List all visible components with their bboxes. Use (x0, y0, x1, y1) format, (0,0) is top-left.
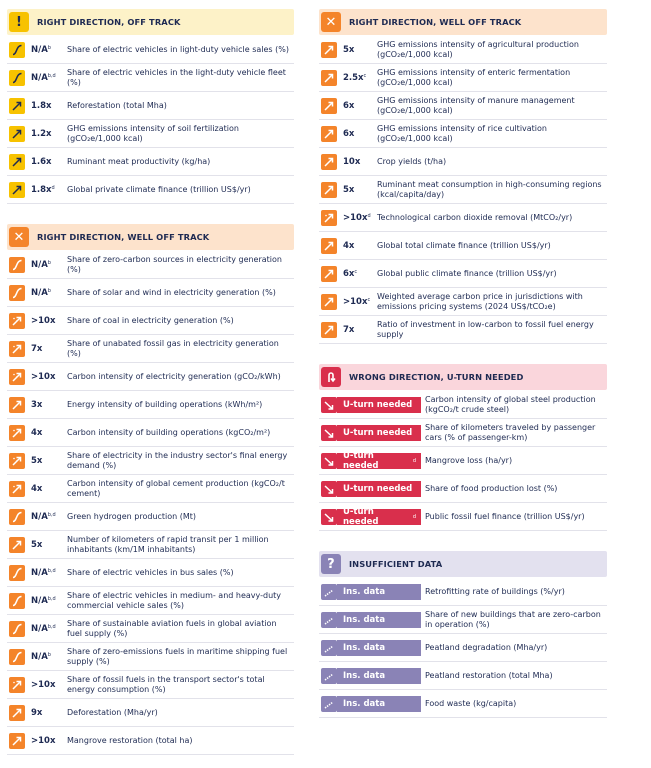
table-row (319, 120, 607, 148)
indicator-label: Public fossil fuel finance (trillion US$/yr) (425, 511, 585, 521)
table-row (7, 643, 294, 671)
table-row (7, 176, 294, 204)
footnote-marker: c (354, 268, 358, 275)
indicator-label: Share of electric vehicles in bus sales (%) (67, 567, 234, 577)
footnote-marker: b,d (47, 567, 56, 574)
section-right-direction-well-off-track-continued (319, 9, 607, 344)
indicator-label: Carbon intensity of electricity generation (gCO₂/kWh) (67, 371, 281, 381)
table-row (7, 503, 294, 531)
trend-up-arrow-icon (321, 266, 337, 282)
table-row (7, 363, 294, 391)
dashed-trend-icon (321, 612, 337, 628)
trend-up-arrow-icon (9, 154, 25, 170)
trend-up-arrow-icon (9, 397, 25, 413)
indicator-value: 7x (31, 343, 43, 354)
table-row (319, 419, 607, 447)
indicator-value: 7x (343, 324, 355, 335)
indicator-label: Number of kilometers of rapid transit per 1 million inhabitants (km/1M inhabitants) (67, 535, 269, 554)
trend-up-arrow-icon (321, 42, 337, 58)
section-title: RIGHT DIRECTION, WELL OFF TRACK (37, 232, 210, 242)
table-row (319, 36, 607, 64)
table-row (7, 419, 294, 447)
section-insufficient-data (319, 551, 607, 718)
indicator-label: Reforestation (total Mha) (67, 100, 167, 110)
indicator-label: Share of unabated fossil gas in electricity generation (%) (67, 339, 279, 358)
table-row (319, 503, 607, 531)
table-row (7, 148, 294, 176)
indicator-label: Share of new buildings that are zero-carbon in operation (%) (425, 610, 601, 629)
indicator-value: >10x (31, 371, 56, 382)
indicator-value: 6x (343, 100, 355, 111)
indicator-label: Share of sustainable aviation fuels in global aviation fuel supply (%) (67, 619, 277, 638)
exclamation-icon: ! (9, 12, 29, 32)
status-badge: Ins. data (337, 668, 421, 684)
section-header (7, 224, 294, 250)
indicator-list (7, 36, 294, 204)
trend-down-arrow-icon (321, 509, 337, 525)
indicator-value: 4x (343, 240, 355, 251)
table-row (7, 335, 294, 363)
indicator-label: GHG emissions intensity of rice cultivation (gCO₂e/1,000 kcal) (377, 124, 547, 143)
indicator-label: Carbon intensity of building operations (kgCO₂/m²) (67, 427, 271, 437)
indicator-value: 5x (31, 539, 43, 550)
status-badge: Ins. data (337, 584, 421, 600)
footnote-marker: d (412, 457, 416, 464)
indicator-value: $N/A^b$ (31, 287, 51, 298)
table-row (7, 615, 294, 643)
table-row (319, 92, 607, 120)
trend-dotted-arrow-icon (9, 453, 25, 469)
indicator-value: $N/A^{b,d}$ (31, 511, 56, 522)
table-row (7, 64, 294, 92)
table-row (319, 176, 607, 204)
footnote-marker: b (47, 651, 51, 658)
indicator-value: $N/A^b$ (31, 651, 51, 662)
indicator-value: 1.2x (31, 128, 52, 139)
table-row (319, 64, 607, 92)
table-row (319, 475, 607, 503)
indicator-value: $N/A^{b,d}$ (31, 623, 56, 634)
indicator-value: 3x (31, 399, 43, 410)
trend-down-arrow-icon (321, 425, 337, 441)
trend-up-arrow-icon (321, 182, 337, 198)
indicator-value: 4x (31, 427, 43, 438)
section-title: RIGHT DIRECTION, OFF TRACK (37, 17, 181, 27)
footnote-marker: b,d (47, 511, 56, 518)
indicator-label: Green hydrogen production (Mt) (67, 511, 197, 521)
indicator-value: >10x (31, 735, 56, 746)
trend-up-arrow-icon (9, 537, 25, 553)
dashed-trend-icon (321, 584, 337, 600)
indicator-label: Share of electricity in the industry sector's final energy demand (%) (67, 451, 288, 470)
indicator-value: $>10x^d$ (343, 212, 371, 223)
indicator-label: GHG emissions intensity of agricultural production (gCO₂e/1,000 kcal) (377, 40, 579, 59)
trend-dotted-arrow-icon (9, 341, 25, 357)
indicator-list (7, 251, 294, 755)
section-header (319, 9, 607, 35)
status-badge: Ins. data (337, 696, 421, 712)
section-header (319, 364, 607, 390)
indicator-value: $N/A^b$ (31, 44, 51, 55)
question-icon: ? (321, 554, 341, 574)
indicator-label: Share of solar and wind in electricity generation (%) (67, 287, 276, 297)
indicator-label: Share of zero-carbon sources in electricity generation (%) (67, 255, 282, 274)
indicator-label: Share of electric vehicles in light-duty vehicle sales (%) (67, 44, 289, 54)
table-row (7, 36, 294, 64)
indicator-label: Ruminant meat consumption in high-consuming regions (kcal/capita/day) (377, 180, 602, 199)
trend-dotted-arrow-icon (9, 481, 25, 497)
table-row (319, 232, 607, 260)
section-wrong-direction (319, 364, 607, 531)
indicator-label: Share of food production lost (%) (425, 483, 558, 493)
s-curve-icon (9, 42, 25, 58)
indicator-label: Mangrove restoration (total ha) (67, 735, 193, 745)
table-row (7, 92, 294, 120)
footnote-marker: b (47, 287, 51, 294)
s-curve-icon (9, 565, 25, 581)
indicator-value: $>10x^c$ (343, 296, 371, 307)
dashed-trend-icon (321, 696, 337, 712)
trend-up-arrow-icon (321, 126, 337, 142)
indicator-label: Weighted average carbon price in jurisdictions with emissions pricing systems (2024 US$/tCO₂e) (377, 292, 583, 311)
table-row (319, 662, 607, 690)
right-column (319, 9, 607, 718)
indicator-value: $N/A^b$ (31, 259, 51, 270)
section-right-direction-off-track (7, 9, 294, 204)
table-row (319, 316, 607, 344)
table-row (319, 690, 607, 718)
table-row (7, 391, 294, 419)
indicator-label: Carbon intensity of global steel production (kgCO₂/t crude steel) (425, 395, 596, 414)
footnote-marker: b (47, 44, 51, 51)
indicator-value: $N/A^{b,d}$ (31, 567, 56, 578)
table-row (7, 279, 294, 307)
status-badge: U-turn needed (337, 425, 421, 441)
table-row (7, 251, 294, 279)
trend-up-arrow-icon (9, 126, 25, 142)
trend-dotted-arrow-icon (9, 313, 25, 329)
indicator-label: Energy intensity of building operations (kWh/m²) (67, 399, 263, 409)
indicator-list (319, 578, 607, 718)
trend-up-arrow-icon (321, 154, 337, 170)
table-row (7, 559, 294, 587)
footnote-marker: c (363, 72, 367, 79)
indicator-value: >10x (31, 315, 56, 326)
section-header (319, 551, 607, 577)
indicator-value: $1.8x^d$ (31, 184, 55, 195)
table-row (7, 727, 294, 755)
indicator-value: 4x (31, 483, 43, 494)
table-row (319, 288, 607, 316)
section-title: INSUFFICIENT DATA (349, 559, 443, 569)
indicator-value: 5x (343, 184, 355, 195)
indicator-value: 5x (343, 44, 355, 55)
indicator-label: Deforestation (Mha/yr) (67, 707, 158, 717)
trend-dotted-arrow-icon (9, 425, 25, 441)
x-icon: ✕ (321, 12, 341, 32)
trend-up-arrow-icon (9, 98, 25, 114)
indicator-label: Share of coal in electricity generation (%) (67, 315, 234, 325)
trend-dotted-arrow-icon (321, 210, 337, 226)
trend-dotted-arrow-icon (9, 369, 25, 385)
footnote-marker: c (367, 296, 371, 303)
indicator-label: Share of kilometers traveled by passenger cars (% of passenger-km) (425, 423, 596, 442)
trend-up-arrow-icon (321, 294, 337, 310)
s-curve-icon (9, 257, 25, 273)
indicator-value: 10x (343, 156, 361, 167)
trend-up-arrow-icon (321, 98, 337, 114)
trend-up-arrow-icon (321, 70, 337, 86)
indicator-value: 5x (31, 455, 43, 466)
indicator-label: Share of zero-emissions fuels in maritime shipping fuel supply (%) (67, 647, 288, 666)
indicator-label: Technological carbon dioxide removal (MtCO₂/yr) (377, 212, 573, 222)
table-row (319, 391, 607, 419)
trend-up-arrow-icon (321, 322, 337, 338)
trend-up-arrow-icon (9, 182, 25, 198)
indicator-value: 6x (343, 128, 355, 139)
indicator-label: Global private climate finance (trillion US$/yr) (67, 184, 251, 194)
trend-dotted-arrow-icon (9, 677, 25, 693)
dashed-trend-icon (321, 668, 337, 684)
s-curve-icon (9, 649, 25, 665)
section-header (7, 9, 294, 35)
table-row (319, 260, 607, 288)
footnote-marker: d (51, 184, 55, 191)
trend-up-arrow-icon (9, 705, 25, 721)
s-curve-icon (9, 285, 25, 301)
indicator-value: 9x (31, 707, 43, 718)
indicator-label: Global total climate finance (trillion US$/yr) (377, 240, 551, 250)
footnote-marker: d (412, 513, 416, 520)
table-row (7, 307, 294, 335)
table-row (7, 120, 294, 148)
indicator-value: >10x (31, 679, 56, 690)
indicator-label: Share of fossil fuels in the transport sector's total energy consumption (%) (67, 675, 265, 694)
footnote-marker: b (47, 259, 51, 266)
table-row (7, 531, 294, 559)
table-row (319, 578, 607, 606)
footnote-marker: b,d (47, 623, 56, 630)
indicator-label: Crop yields (t/ha) (377, 156, 447, 166)
indicator-label: Mangrove loss (ha/yr) (425, 455, 513, 465)
status-badge: Ins. data (337, 612, 421, 628)
indicator-label: Peatland degradation (Mha/yr) (425, 642, 548, 652)
table-row (7, 671, 294, 699)
status-badge: U-turn needed (337, 397, 421, 413)
table-row (319, 447, 607, 475)
table-row (7, 475, 294, 503)
trend-down-arrow-icon (321, 481, 337, 497)
trend-up-arrow-icon (321, 238, 337, 254)
u-turn-icon (321, 367, 341, 387)
section-title: RIGHT DIRECTION, WELL OFF TRACK (349, 17, 522, 27)
indicator-label: Carbon intensity of global cement production (kgCO₂/t cement) (67, 479, 285, 498)
section-right-direction-well-off-track (7, 224, 294, 755)
indicator-label: Ratio of investment in low-carbon to fossil fuel energy supply (377, 320, 594, 339)
table-row (7, 447, 294, 475)
trend-down-arrow-icon (321, 397, 337, 413)
indicator-list (319, 391, 607, 531)
s-curve-icon (9, 70, 25, 86)
status-badge: U-turn needed d (337, 509, 421, 525)
trend-down-arrow-icon (321, 453, 337, 469)
indicator-value: $N/A^{b,d}$ (31, 595, 56, 606)
indicator-label: Global public climate finance (trillion US$/yr) (377, 268, 557, 278)
indicator-label: Retrofitting rate of buildings (%/yr) (425, 586, 565, 596)
table-row (7, 699, 294, 727)
s-curve-icon (9, 593, 25, 609)
table-row (319, 634, 607, 662)
indicator-label: GHG emissions intensity of enteric fermentation (gCO₂e/1,000 kcal) (377, 68, 571, 87)
indicator-label: Share of electric vehicles in the light-duty vehicle fleet (%) (67, 68, 286, 87)
table-row (7, 587, 294, 615)
s-curve-icon (9, 509, 25, 525)
dashed-trend-icon (321, 640, 337, 656)
footnote-marker: b,d (47, 595, 56, 602)
indicator-value: $2.5x^c$ (343, 72, 367, 83)
indicator-value: 1.8x (31, 100, 52, 111)
indicator-list (319, 36, 607, 344)
section-title: WRONG DIRECTION, U-TURN NEEDED (349, 372, 524, 382)
indicator-label: Peatland restoration (total Mha) (425, 670, 553, 680)
x-icon: ✕ (9, 227, 29, 247)
s-curve-icon (9, 621, 25, 637)
table-row (319, 606, 607, 634)
indicator-label: Ruminant meat productivity (kg/ha) (67, 156, 211, 166)
status-badge: U-turn needed d (337, 453, 421, 469)
indicator-label: Share of electric vehicles in medium- and heavy-duty commercial vehicle sales (%) (67, 591, 282, 610)
table-row (319, 148, 607, 176)
left-column (7, 9, 294, 755)
indicator-label: GHG emissions intensity of soil fertilization (gCO₂e/1,000 kcal) (67, 124, 239, 143)
status-badge: Ins. data (337, 640, 421, 656)
indicator-value: 1.6x (31, 156, 52, 167)
status-badge: U-turn needed (337, 481, 421, 497)
indicator-label: Food waste (kg/capita) (425, 698, 517, 708)
indicator-value: $6x^c$ (343, 268, 358, 279)
table-row (319, 204, 607, 232)
trend-up-arrow-icon (9, 733, 25, 749)
indicator-label: GHG emissions intensity of manure management (gCO₂e/1,000 kcal) (377, 96, 575, 115)
indicator-value: $N/A^{b,d}$ (31, 72, 56, 83)
footnote-marker: d (367, 212, 371, 219)
footnote-marker: b,d (47, 72, 56, 79)
